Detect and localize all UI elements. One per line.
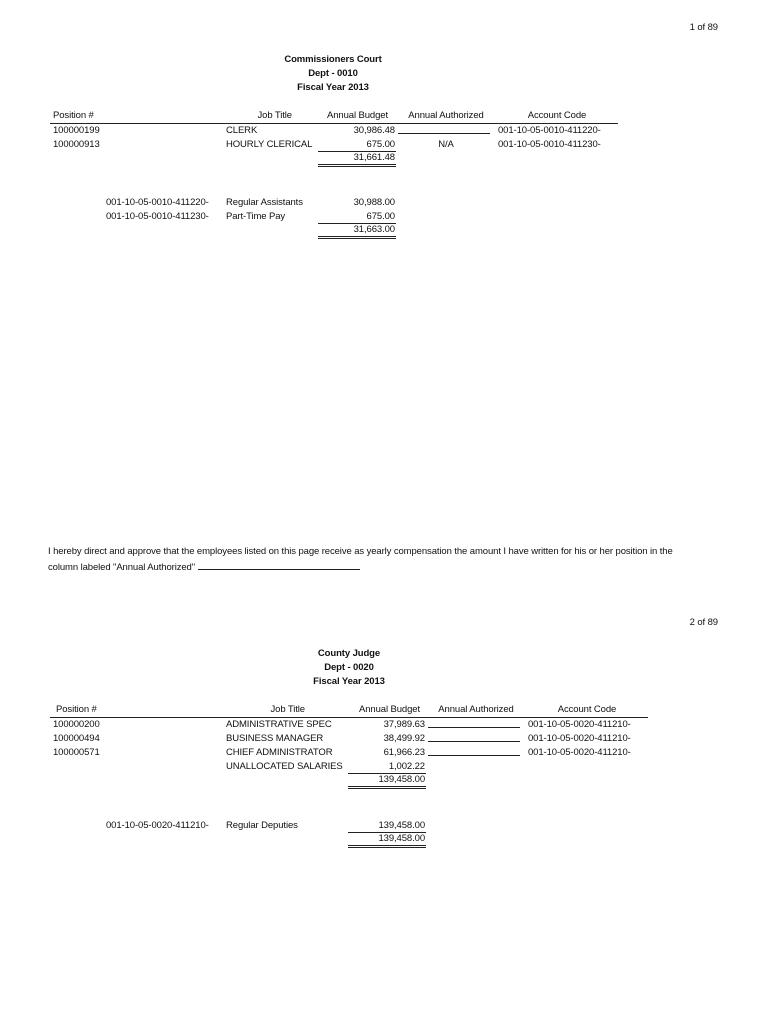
account-code: 001-10-05-0020-411210- [528,733,631,744]
total-double-rule [348,786,426,787]
total-double-rule [348,847,426,848]
department-title: Commissioners Court [284,54,382,65]
job-title: ADMINISTRATIVE SPEC [226,719,332,730]
header-annual-budget: Annual Budget [326,110,388,121]
job-title: BUSINESS MANAGER [226,733,324,744]
position-number: 100000200 [53,719,100,730]
annual-budget: 675.00 [366,139,395,150]
annual-authorized-field[interactable] [398,125,490,137]
header-rule [50,717,648,718]
summary-total: 139,458.00 [378,833,425,844]
total-double-rule [318,238,396,239]
header-job-title: Job Title [270,704,305,715]
header-annual-authorized: Annual Authorized [408,110,484,121]
total-double-rule [318,236,396,237]
approval-text-continued: column labeled "Annual Authorized" [48,562,195,573]
fiscal-year: Fiscal Year 2013 [313,676,385,687]
position-number: 100000199 [53,125,100,136]
summary-account: 001-10-05-0010-411230- [106,211,209,222]
header-annual-budget: Annual Budget [358,704,420,715]
annual-authorized-field[interactable] [428,719,520,731]
annual-budget: 37,989.63 [383,719,425,730]
summary-account: 001-10-05-0020-411210- [106,820,209,831]
department-title: County Judge [317,648,381,659]
header-position: Position # [53,110,94,121]
header-account-code: Account Code [557,704,617,715]
job-title: CHIEF ADMINISTRATOR [226,747,333,758]
total-double-rule [318,166,396,167]
annual-authorized: N/A [438,139,454,150]
account-code: 001-10-05-0020-411210- [528,719,631,730]
summary-account: 001-10-05-0010-411220- [106,197,209,208]
job-title: CLERK [226,125,258,136]
header-account-code: Account Code [527,110,587,121]
department-number: Dept - 0010 [308,68,358,79]
page-number: 2 of 89 [689,617,718,628]
summary-description: Regular Assistants [226,197,303,208]
header-annual-authorized: Annual Authorized [438,704,514,715]
job-title: HOURLY CLERICAL [226,139,313,150]
summary-amount: 675.00 [366,211,395,222]
account-code: 001-10-05-0010-411220- [498,125,601,136]
summary-amount: 139,458.00 [378,820,425,831]
page-number: 1 of 89 [689,22,718,33]
total-double-rule [348,788,426,789]
department-number: Dept - 0020 [324,662,374,673]
summary-total: 31,663.00 [353,224,395,235]
annual-authorized-field[interactable] [428,747,520,759]
summary-description: Regular Deputies [226,820,298,831]
header-rule [50,123,618,124]
annual-budget: 30,986.48 [353,125,395,136]
account-code: 001-10-05-0020-411210- [528,747,631,758]
position-number: 100000494 [53,733,100,744]
position-number: 100000913 [53,139,100,150]
annual-budget: 61,966.23 [383,747,425,758]
position-number: 100000571 [53,747,100,758]
job-title: UNALLOCATED SALARIES [226,761,343,772]
approval-text-line2 [48,561,360,573]
header-job-title: Job Title [257,110,292,121]
annual-budget: 38,499.92 [383,733,425,744]
budget-total: 31,661.48 [353,152,395,163]
header-position: Position # [56,704,97,715]
budget-total: 139,458.00 [378,774,425,785]
account-code: 001-10-05-0010-411230- [498,139,601,150]
annual-authorized-field[interactable] [428,733,520,745]
signature-line[interactable] [198,561,360,570]
total-double-rule [318,164,396,165]
summary-description: Part-Time Pay [226,211,286,222]
total-double-rule [348,845,426,846]
approval-text: I hereby direct and approve that the employees listed on this page receive as yearly compensation the amount I have written for his or her position in the [48,546,673,557]
annual-budget: 1,002.22 [388,761,425,772]
summary-amount: 30,988.00 [353,197,395,208]
fiscal-year: Fiscal Year 2013 [297,82,369,93]
